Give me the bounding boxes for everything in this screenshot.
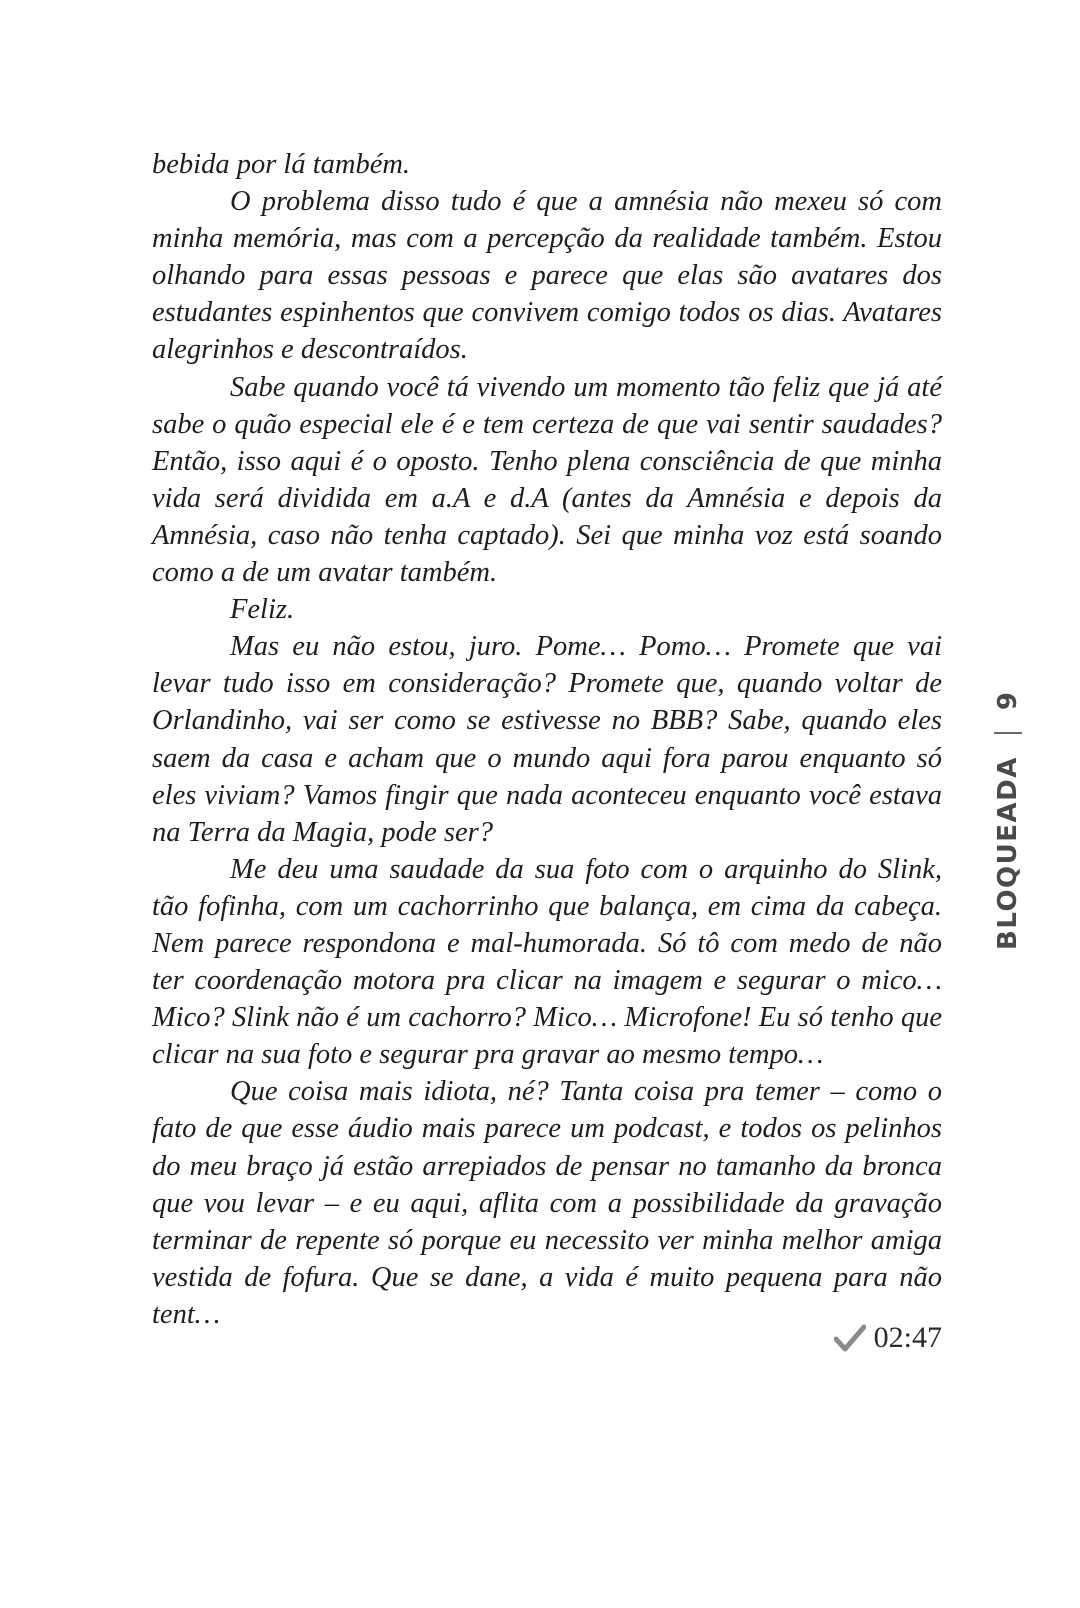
paragraph: bebida por lá também. — [152, 149, 411, 180]
paragraph: Feliz. — [230, 594, 295, 626]
page-number: 9 — [993, 690, 1023, 711]
paragraph: Mas eu não estou, juro. Pome… Pomo… Promete que vai levar tudo isso em consideração? Promete que, quando voltar de Orlandinho, vai ser como se estivesse no BBB? Sabe, quando eles saem da casa e acham que o mundo aqui fora parou enquanto só eles viviam? Vamos fingir que nada aconteceu enquanto você estava na Terra da Magia, pode ser? — [152, 631, 942, 848]
body-text — [152, 146, 942, 1333]
paragraph: Me deu uma saudade da sua foto com o arquinho do Slink, tão fofinha, com um cachorrinho que balança, em cima da cabeça. Nem parece respondona e mal-humorada. Só tô com medo de não ter coordenação motora pra clicar na imagem e segurar o mico… Mico? Slink não é um cachorro? Mico… Microfone! Eu só tenho que clicar na sua foto e segurar pra gravar ao mesmo tempo… — [152, 853, 942, 1071]
message-status — [834, 1318, 942, 1358]
paragraph: Sabe quando você tá vivendo um momento tão feliz que já até sabe o quão especial ele é e tem certeza de que vai sentir saudades? Então, isso aqui é o oposto. Tenho plena consciência de que minha vida será dividida em a.A e d.A (antes da Amnésia e depois da Amnésia, caso não tenha captado). Sei que minha voz está soando como a de um avatar também. — [152, 371, 942, 589]
book-title: BLOQUEADA — [993, 756, 1023, 950]
check-icon — [834, 1324, 866, 1352]
message-time: 02:47 — [873, 1321, 942, 1354]
paragraph: Que coisa mais idiota, né? Tanta coisa pra temer – como o fato de que esse áudio mais parece um podcast, e todos os pelinhos do meu braço já estão arrepiados de pensar no tamanho da bronca que vou levar – e eu aqui, aflita com a possibilidade da gravação terminar de repente só porque eu necessito ver minha melhor amiga vestida de fofura. Que se dane, a vida é muito pequena para não tent… — [152, 1076, 942, 1330]
paragraph: O problema disso tudo é que a amnésia não mexeu só com minha memória, mas com a percepção da realidade também. Estou olhando para essas pessoas e parece que elas são avatares dos estudantes espinhentos que convivem comigo todos os dias. Avatares alegrinhos e descontraídos. — [152, 186, 942, 366]
running-header — [978, 660, 1038, 950]
header-separator — [994, 732, 1022, 734]
